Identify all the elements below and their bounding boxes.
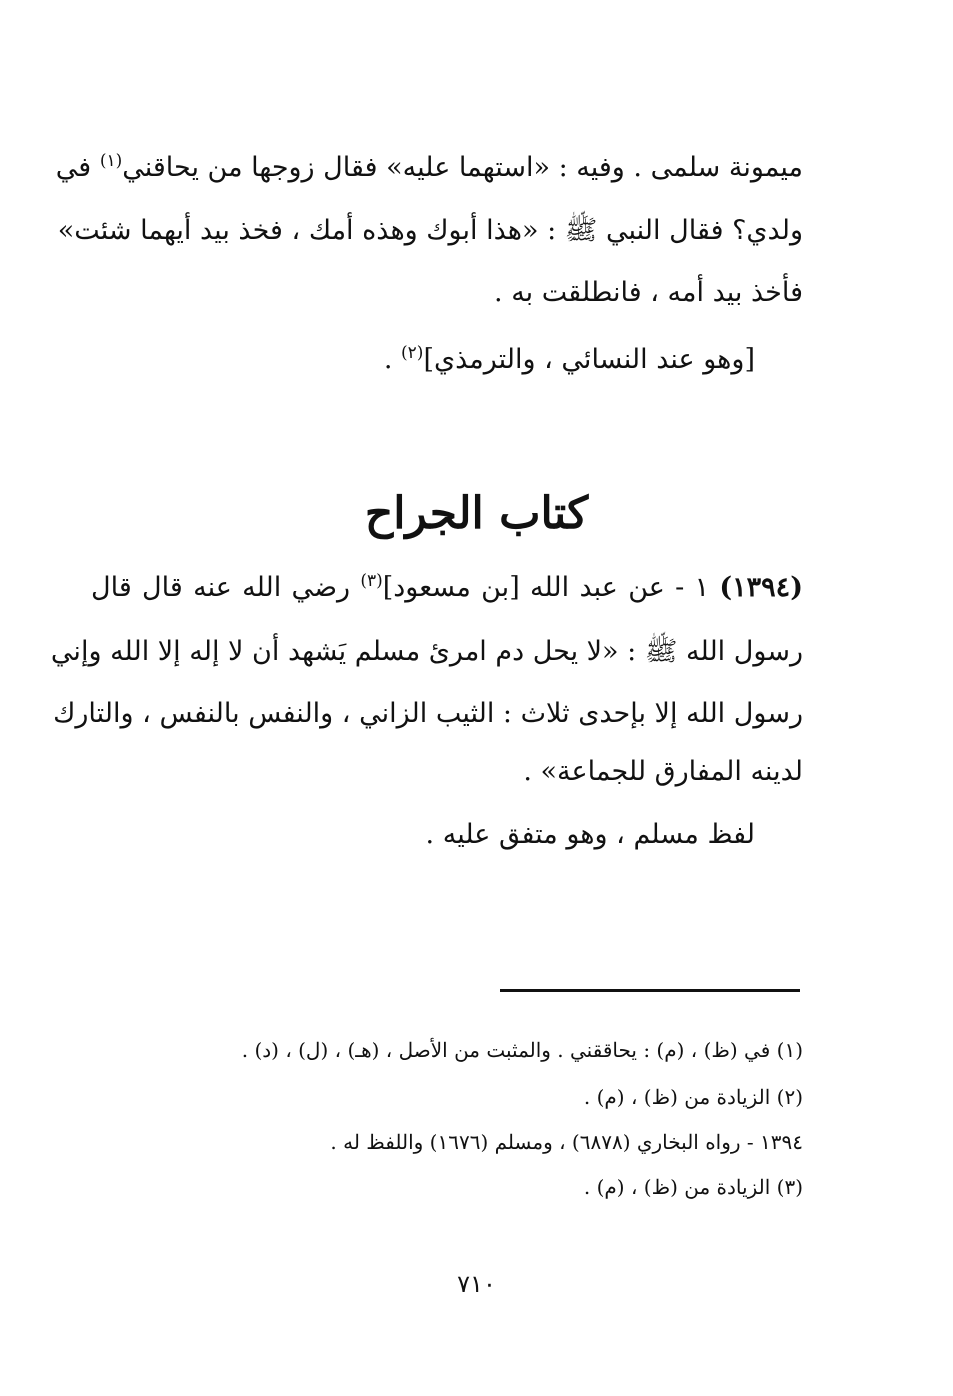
hadith-line-1-end: رضي الله عنه قال قال xyxy=(91,572,351,603)
hadith-line-1 xyxy=(91,568,803,608)
footnote-ref-3: (٣) xyxy=(360,571,383,591)
hadith-line-4: لدينه المفارق للجماعة» . xyxy=(523,756,803,787)
footnote-ref-2: (٢) xyxy=(401,343,424,363)
hadith-line-3: رسول الله إلا بإحدى ثلاث : الثيب الزاني ، والنفس بالنفس ، والتارك xyxy=(53,698,803,729)
footnote-1: (١) في (ظ) ، (م) : يحاققني . والمثبت من الأصل ، (هـ) ، (ل) ، (د) . xyxy=(241,1038,803,1062)
hadith-line-2: رسول الله ﷺ : «لا يحل دم امرئ مسلم يَشهد أن لا إله إلا الله وإني xyxy=(50,636,803,667)
hadith-number: (١٣٩٤) xyxy=(719,572,803,603)
footnote-2: (٢) الزيادة من (ظ) ، (م) . xyxy=(583,1085,803,1109)
body-line-1 xyxy=(55,148,803,188)
source-note-text: [وهو عند النسائي ، والترمذي] xyxy=(423,344,755,375)
page-number: ٧١٠ xyxy=(457,1270,496,1298)
body-line-1-end: في xyxy=(55,152,92,183)
section-title: كتاب الجراح xyxy=(364,488,589,539)
hadith-line-1-text: ١ - عن عبد الله [بن مسعود] xyxy=(382,572,710,603)
footnote-3: ١٣٩٤ - رواه البخاري (٦٨٧٨) ، ومسلم (١٦٧٦) واللفظ له . xyxy=(330,1130,803,1154)
source-note-end: . xyxy=(383,344,393,375)
hadith-attribution: لفظ مسلم ، وهو متفق عليه . xyxy=(425,819,755,850)
footnote-ref-1: (١) xyxy=(99,151,123,171)
body-line-2: ولدي؟ فقال النبي ﷺ : «هذا أبوك وهذه أمك ، فخذ بيد أيهما شئت» xyxy=(57,215,803,246)
footnote-separator xyxy=(500,989,800,992)
footnote-4: (٣) الزيادة من (ظ) ، (م) . xyxy=(583,1175,803,1199)
source-note-line xyxy=(95,340,755,380)
body-line-1-text: ميمونة سلمى . وفيه : «استهما عليه» فقال زوجها من يحاقني xyxy=(122,152,803,183)
body-line-3: فأخذ بيد أمه ، فانطلقت به . xyxy=(494,277,803,308)
